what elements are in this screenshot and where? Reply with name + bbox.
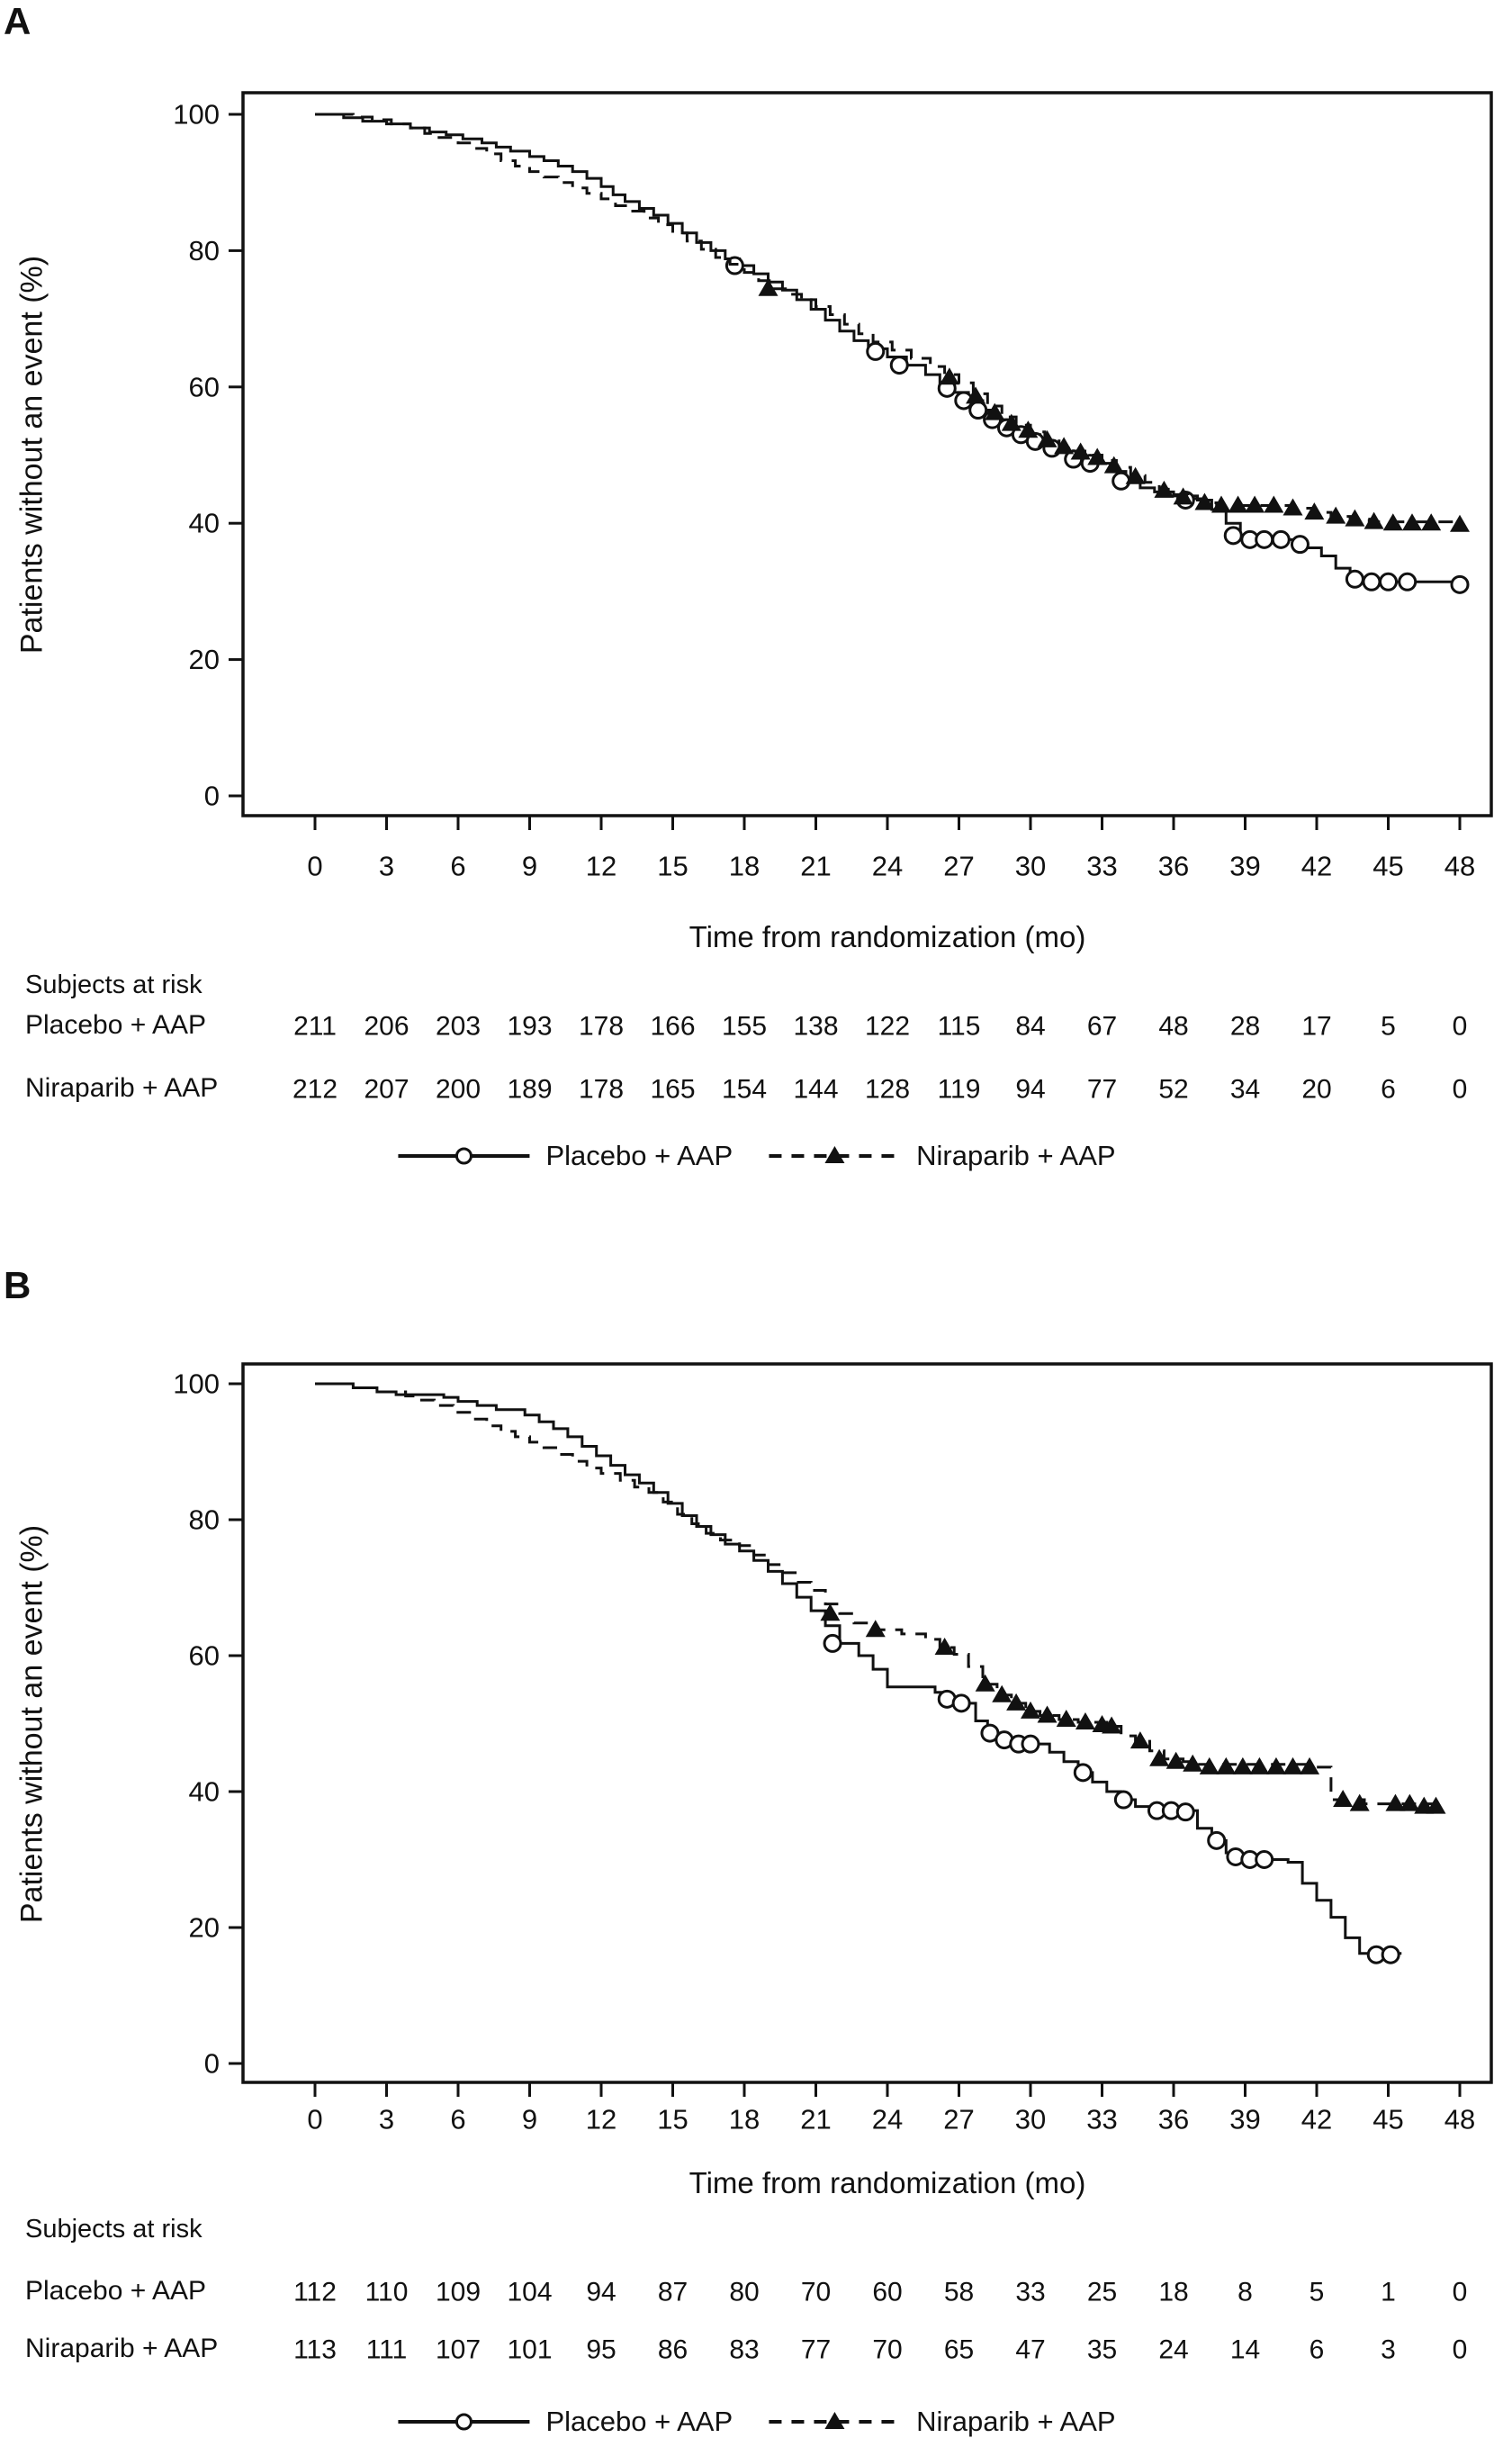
censor-triangle-marker — [1304, 502, 1324, 519]
plot-box — [243, 1364, 1491, 2082]
y-tick-label: 0 — [203, 2047, 220, 2080]
censor-triangle-marker — [1283, 1757, 1303, 1774]
at-risk-count: 24 — [1158, 2334, 1189, 2365]
panel-a-subjects-at-risk-label: Subjects at risk — [25, 971, 202, 999]
censor-triangle-marker — [1216, 1757, 1236, 1774]
x-tick-label: 3 — [378, 2103, 395, 2135]
censor-circle-marker — [1075, 1765, 1091, 1781]
x-tick-label: 42 — [1300, 850, 1333, 882]
at-risk-count: 165 — [650, 1074, 696, 1105]
censor-circle-marker — [1452, 576, 1468, 592]
censor-circle-marker — [1381, 573, 1397, 590]
at-risk-count: 84 — [1015, 1011, 1046, 1042]
at-risk-count: 128 — [864, 1074, 911, 1105]
censor-circle-marker — [891, 357, 907, 374]
at-risk-count: 206 — [364, 1011, 410, 1042]
at-risk-count: 178 — [578, 1074, 625, 1105]
at-risk-count: 58 — [943, 2277, 975, 2307]
x-tick-label: 15 — [657, 850, 688, 882]
legend-label-placebo: Placebo + AAP — [545, 1140, 734, 1171]
censor-triangle-marker — [1266, 1757, 1286, 1774]
panel-a-risk-row-label-placebo: Placebo + AAP — [25, 1010, 206, 1040]
y-tick-label: 20 — [188, 1911, 220, 1944]
at-risk-count: 189 — [507, 1074, 553, 1105]
x-tick-label: 36 — [1157, 850, 1190, 882]
at-risk-count: 94 — [1015, 1074, 1046, 1105]
x-tick-label: 45 — [1372, 2103, 1404, 2135]
y-tick-label: 60 — [188, 1639, 220, 1672]
panel-b-risk-row-label-placebo: Placebo + AAP — [25, 2276, 206, 2306]
at-risk-count: 1 — [1381, 2277, 1396, 2307]
plot-box — [243, 93, 1491, 816]
panel-a-x-axis-title: Time from randomization (mo) — [688, 920, 1086, 953]
at-risk-count: 77 — [800, 2334, 832, 2365]
censor-triangle-marker — [1200, 1757, 1220, 1774]
x-tick-label: 45 — [1372, 850, 1404, 882]
at-risk-count: 86 — [657, 2334, 688, 2365]
y-tick-label: 40 — [188, 507, 220, 539]
at-risk-count: 28 — [1229, 1011, 1261, 1042]
x-tick-label: 33 — [1086, 850, 1118, 882]
at-risk-count: 166 — [650, 1011, 696, 1042]
censor-triangle-marker — [1233, 1757, 1253, 1774]
at-risk-count: 0 — [1452, 1011, 1468, 1042]
panel-b-legend — [396, 2406, 1115, 2438]
at-risk-count: 83 — [729, 2334, 760, 2365]
at-risk-count: 104 — [507, 2277, 553, 2307]
at-risk-count: 5 — [1381, 1011, 1396, 1042]
at-risk-count: 109 — [435, 2277, 482, 2307]
x-tick-label: 24 — [871, 2103, 904, 2135]
x-tick-label: 21 — [800, 2103, 832, 2135]
panel-b-risk-row-label-niraparib: Niraparib + AAP — [25, 2334, 219, 2363]
at-risk-count: 25 — [1086, 2277, 1118, 2307]
at-risk-count: 155 — [721, 1011, 768, 1042]
censor-triangle-marker — [1326, 507, 1346, 524]
censor-triangle-marker — [1104, 456, 1124, 474]
censor-triangle-marker — [1249, 1757, 1269, 1774]
legend-label-placebo: Placebo + AAP — [545, 2406, 734, 2437]
panel-a-risk-row-label-niraparib: Niraparib + AAP — [25, 1073, 219, 1103]
x-tick-label: 39 — [1229, 2103, 1261, 2135]
at-risk-count: 34 — [1229, 1074, 1261, 1105]
y-tick-label: 40 — [188, 1775, 220, 1808]
at-risk-count: 0 — [1452, 2334, 1468, 2365]
y-tick-label: 20 — [188, 644, 220, 676]
censor-circle-marker — [1225, 528, 1241, 544]
at-risk-count: 87 — [657, 2277, 688, 2307]
censor-triangle-marker — [1300, 1757, 1319, 1774]
km-curve-niraparib — [315, 114, 1460, 525]
panel-b-subjects-at-risk-label: Subjects at risk — [25, 2215, 202, 2244]
x-tick-label: 12 — [585, 2103, 617, 2135]
x-tick-label: 30 — [1014, 850, 1047, 882]
censor-circle-marker — [1022, 1736, 1039, 1752]
x-tick-label: 24 — [871, 850, 904, 882]
censor-circle-marker — [1346, 571, 1363, 587]
legend-dashed-triangle-icon — [767, 2408, 902, 2435]
panel-a-legend — [396, 1140, 1115, 1172]
panel-b-x-axis-title: Time from randomization (mo) — [688, 2166, 1086, 2199]
x-tick-label: 0 — [307, 2103, 323, 2135]
x-tick-label: 12 — [585, 850, 617, 882]
y-tick-label: 80 — [188, 234, 220, 266]
x-tick-label: 6 — [450, 2103, 466, 2135]
censor-circle-marker — [953, 1695, 969, 1711]
censor-circle-marker — [1209, 1832, 1225, 1848]
x-tick-label: 3 — [378, 850, 395, 882]
x-tick-label: 27 — [943, 2103, 975, 2135]
at-risk-count: 8 — [1238, 2277, 1253, 2307]
at-risk-count: 14 — [1229, 2334, 1261, 2365]
x-tick-label: 6 — [450, 850, 466, 882]
censor-circle-marker — [1256, 1852, 1273, 1868]
x-tick-label: 21 — [800, 850, 832, 882]
at-risk-count: 203 — [435, 1011, 482, 1042]
x-tick-label: 9 — [521, 850, 538, 882]
at-risk-count: 111 — [365, 2334, 408, 2365]
at-risk-count: 144 — [793, 1074, 839, 1105]
censor-circle-marker — [1382, 1946, 1399, 1963]
x-tick-label: 36 — [1157, 2103, 1190, 2135]
at-risk-count: 113 — [293, 2334, 337, 2365]
x-tick-label: 0 — [307, 850, 323, 882]
at-risk-count: 193 — [507, 1011, 553, 1042]
at-risk-count: 20 — [1301, 1074, 1332, 1105]
at-risk-count: 110 — [364, 2277, 409, 2307]
at-risk-count: 122 — [864, 1011, 911, 1042]
at-risk-count: 52 — [1158, 1074, 1189, 1105]
at-risk-count: 211 — [293, 1011, 337, 1042]
censor-circle-marker — [1292, 537, 1308, 553]
panel-a-y-axis-title: Patients without an event (%) — [14, 255, 50, 655]
at-risk-count: 65 — [943, 2334, 975, 2365]
at-risk-count: 60 — [872, 2277, 903, 2307]
censor-triangle-marker — [1130, 1731, 1150, 1748]
panel-a-letter: A — [4, 0, 32, 42]
x-tick-label: 42 — [1300, 2103, 1333, 2135]
at-risk-count: 6 — [1309, 2334, 1325, 2365]
at-risk-count: 3 — [1381, 2334, 1396, 2365]
at-risk-count: 112 — [293, 2277, 337, 2307]
at-risk-count: 0 — [1452, 1074, 1468, 1105]
x-tick-label: 33 — [1086, 2103, 1118, 2135]
censor-circle-marker — [1364, 573, 1380, 590]
censor-circle-marker — [868, 343, 884, 359]
at-risk-count: 0 — [1452, 2277, 1468, 2307]
censor-circle-marker — [1177, 1804, 1193, 1820]
censor-triangle-marker — [1345, 510, 1364, 527]
legend-solid-circle-icon — [396, 1142, 531, 1169]
y-tick-label: 100 — [173, 98, 220, 131]
censor-circle-marker — [1256, 531, 1273, 547]
at-risk-count: 70 — [800, 2277, 832, 2307]
y-tick-label: 80 — [188, 1503, 220, 1536]
censor-triangle-marker — [820, 1603, 840, 1621]
at-risk-count: 107 — [435, 2334, 482, 2365]
at-risk-count: 101 — [507, 2334, 553, 2365]
at-risk-count: 207 — [364, 1074, 410, 1105]
x-tick-label: 48 — [1444, 2103, 1476, 2135]
censor-circle-marker — [1115, 1792, 1131, 1808]
at-risk-count: 115 — [937, 1011, 981, 1042]
at-risk-count: 94 — [586, 2277, 616, 2307]
x-tick-label: 39 — [1229, 850, 1261, 882]
panel-b-y-axis-title: Patients without an event (%) — [14, 1524, 50, 1924]
legend-solid-circle-icon — [396, 2408, 531, 2435]
censor-triangle-marker — [940, 367, 959, 384]
censor-circle-marker — [1400, 573, 1416, 590]
y-tick-label: 0 — [203, 780, 220, 812]
at-risk-count: 67 — [1086, 1011, 1118, 1042]
at-risk-count: 200 — [435, 1074, 482, 1105]
km-curve-placebo — [315, 1384, 1400, 1955]
x-tick-label: 48 — [1444, 850, 1476, 882]
censor-circle-marker — [824, 1635, 841, 1651]
censor-circle-marker — [1273, 531, 1289, 547]
at-risk-count: 80 — [729, 2277, 760, 2307]
legend-label-niraparib: Niraparib + AAP — [916, 1140, 1116, 1171]
censor-circle-marker — [970, 402, 986, 419]
at-risk-count: 35 — [1086, 2334, 1118, 2365]
censor-triangle-marker — [1364, 512, 1384, 529]
censor-triangle-marker — [1426, 1797, 1446, 1814]
y-tick-label: 60 — [188, 371, 220, 403]
at-risk-count: 17 — [1301, 1011, 1332, 1042]
censor-circle-marker — [1113, 473, 1130, 489]
at-risk-count: 18 — [1158, 2277, 1189, 2307]
at-risk-count: 5 — [1309, 2277, 1325, 2307]
x-tick-label: 30 — [1014, 2103, 1047, 2135]
x-tick-label: 27 — [943, 850, 975, 882]
legend-label-niraparib: Niraparib + AAP — [916, 2406, 1116, 2437]
x-tick-label: 9 — [521, 2103, 538, 2135]
at-risk-count: 138 — [793, 1011, 839, 1042]
censor-triangle-marker — [1283, 499, 1303, 516]
at-risk-count: 77 — [1086, 1074, 1118, 1105]
at-risk-count: 6 — [1381, 1074, 1396, 1105]
x-tick-label: 15 — [657, 2103, 688, 2135]
x-tick-label: 18 — [728, 2103, 760, 2135]
panel-b-letter: B — [4, 1264, 32, 1306]
at-risk-count: 154 — [721, 1074, 768, 1105]
y-tick-label: 100 — [173, 1368, 220, 1400]
censor-triangle-marker — [1211, 496, 1231, 513]
at-risk-count: 70 — [872, 2334, 903, 2365]
at-risk-count: 119 — [937, 1074, 981, 1105]
censor-triangle-marker — [1450, 515, 1470, 532]
at-risk-count: 33 — [1015, 2277, 1046, 2307]
at-risk-count: 178 — [578, 1011, 625, 1042]
legend-dashed-triangle-icon — [767, 1142, 902, 1169]
at-risk-count: 95 — [586, 2334, 616, 2365]
at-risk-count: 47 — [1015, 2334, 1046, 2365]
censor-triangle-marker — [1154, 481, 1174, 498]
x-tick-label: 18 — [728, 850, 760, 882]
at-risk-count: 48 — [1158, 1011, 1189, 1042]
at-risk-count: 212 — [292, 1074, 338, 1105]
km-curve-niraparib — [315, 1384, 1436, 1807]
